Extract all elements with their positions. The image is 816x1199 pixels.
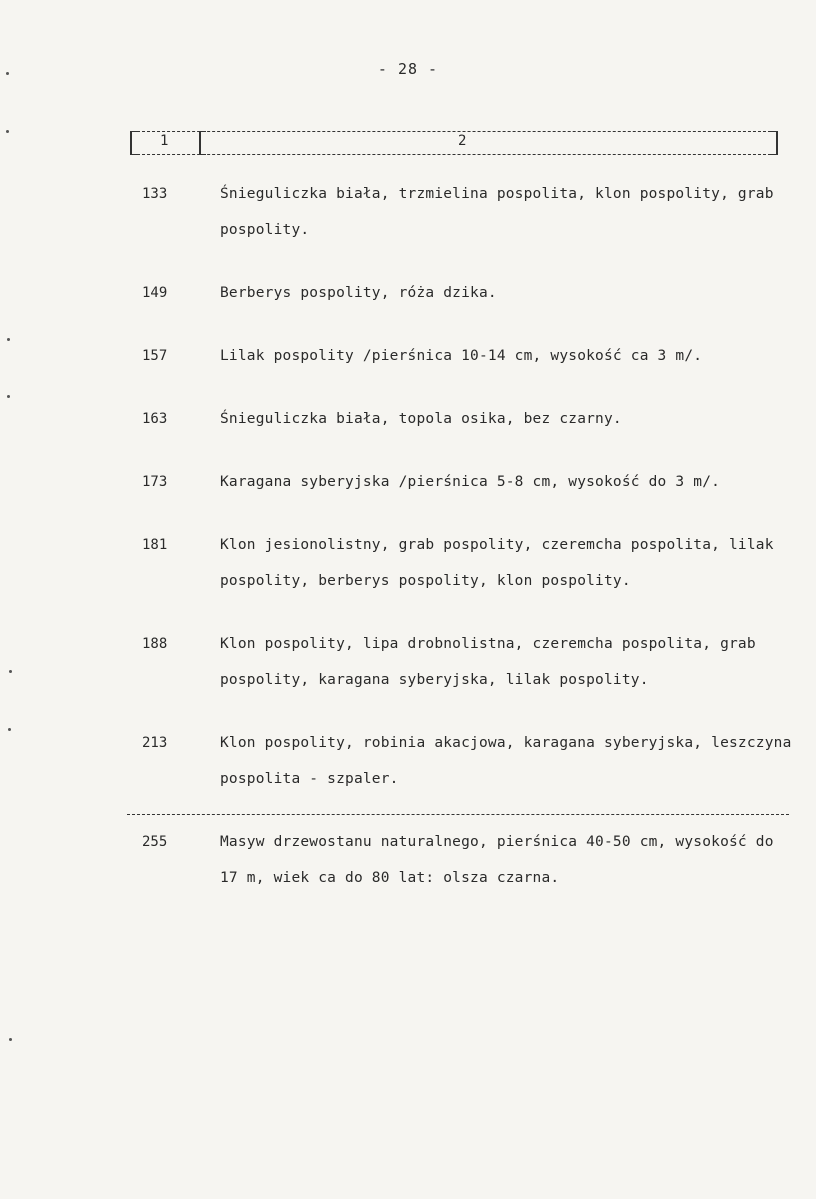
entry-row (0, 464, 816, 500)
entry-text: Karagana syberyjska /pierśnica 5-8 cm, wysokość do 3 m/. (220, 474, 721, 490)
entry-list (0, 176, 816, 923)
entry-number: 133 (142, 186, 168, 202)
table-header (130, 131, 778, 155)
entry-number: 181 (142, 537, 168, 553)
entry-number: 149 (142, 285, 168, 301)
entry-number: 213 (142, 735, 168, 751)
entry-text: Śnieguliczka biała, trzmielina pospolita, klon pospolity, grab pospolity. (220, 186, 774, 238)
entry-number: 157 (142, 348, 168, 364)
entry-row (0, 824, 816, 896)
margin-mark (6, 72, 9, 75)
bottom-divider (127, 814, 789, 815)
margin-mark (9, 670, 12, 673)
entry-text: Lilak pospolity /pierśnica 10-14 cm, wysokość ca 3 m/. (220, 348, 703, 364)
margin-mark (6, 130, 9, 133)
page-number: - 28 - (377, 60, 439, 78)
entry-row (0, 527, 816, 599)
entry-row (0, 626, 816, 698)
entry-text: Berberys pospolity, róża dzika. (220, 285, 497, 301)
margin-mark (8, 728, 11, 731)
entry-number: 255 (142, 834, 168, 850)
entry-row (0, 275, 816, 311)
column-header-2: 2 (458, 133, 467, 149)
entry-row (0, 176, 816, 248)
entry-row (0, 725, 816, 797)
entry-number: 173 (142, 474, 168, 490)
entry-text: Klon pospolity, robinia akacjowa, karagana syberyjska, leszczyna pospolita - szpaler. (220, 735, 792, 787)
entry-text: Klon pospolity, lipa drobnolistna, czeremcha pospolita, grab pospolity, karagana syberyjska, lilak pospolity. (220, 636, 756, 688)
entry-text: Śnieguliczka biała, topola osika, bez czarny. (220, 411, 622, 427)
entry-number: 188 (142, 636, 168, 652)
entry-row (0, 401, 816, 437)
entry-text: Masyw drzewostanu naturalnego, pierśnica 40-50 cm, wysokość do 17 m, wiek ca do 80 lat: olsza czarna. (220, 834, 774, 886)
margin-mark (9, 1038, 12, 1041)
margin-mark (7, 395, 10, 398)
entry-row (0, 338, 816, 374)
entry-text: Klon jesionolistny, grab pospolity, czeremcha pospolita, lilak pospolity, berberys pospolity, klon pospolity. (220, 537, 774, 589)
entry-number: 163 (142, 411, 168, 427)
column-header-1: 1 (160, 133, 169, 149)
margin-mark (7, 338, 10, 341)
